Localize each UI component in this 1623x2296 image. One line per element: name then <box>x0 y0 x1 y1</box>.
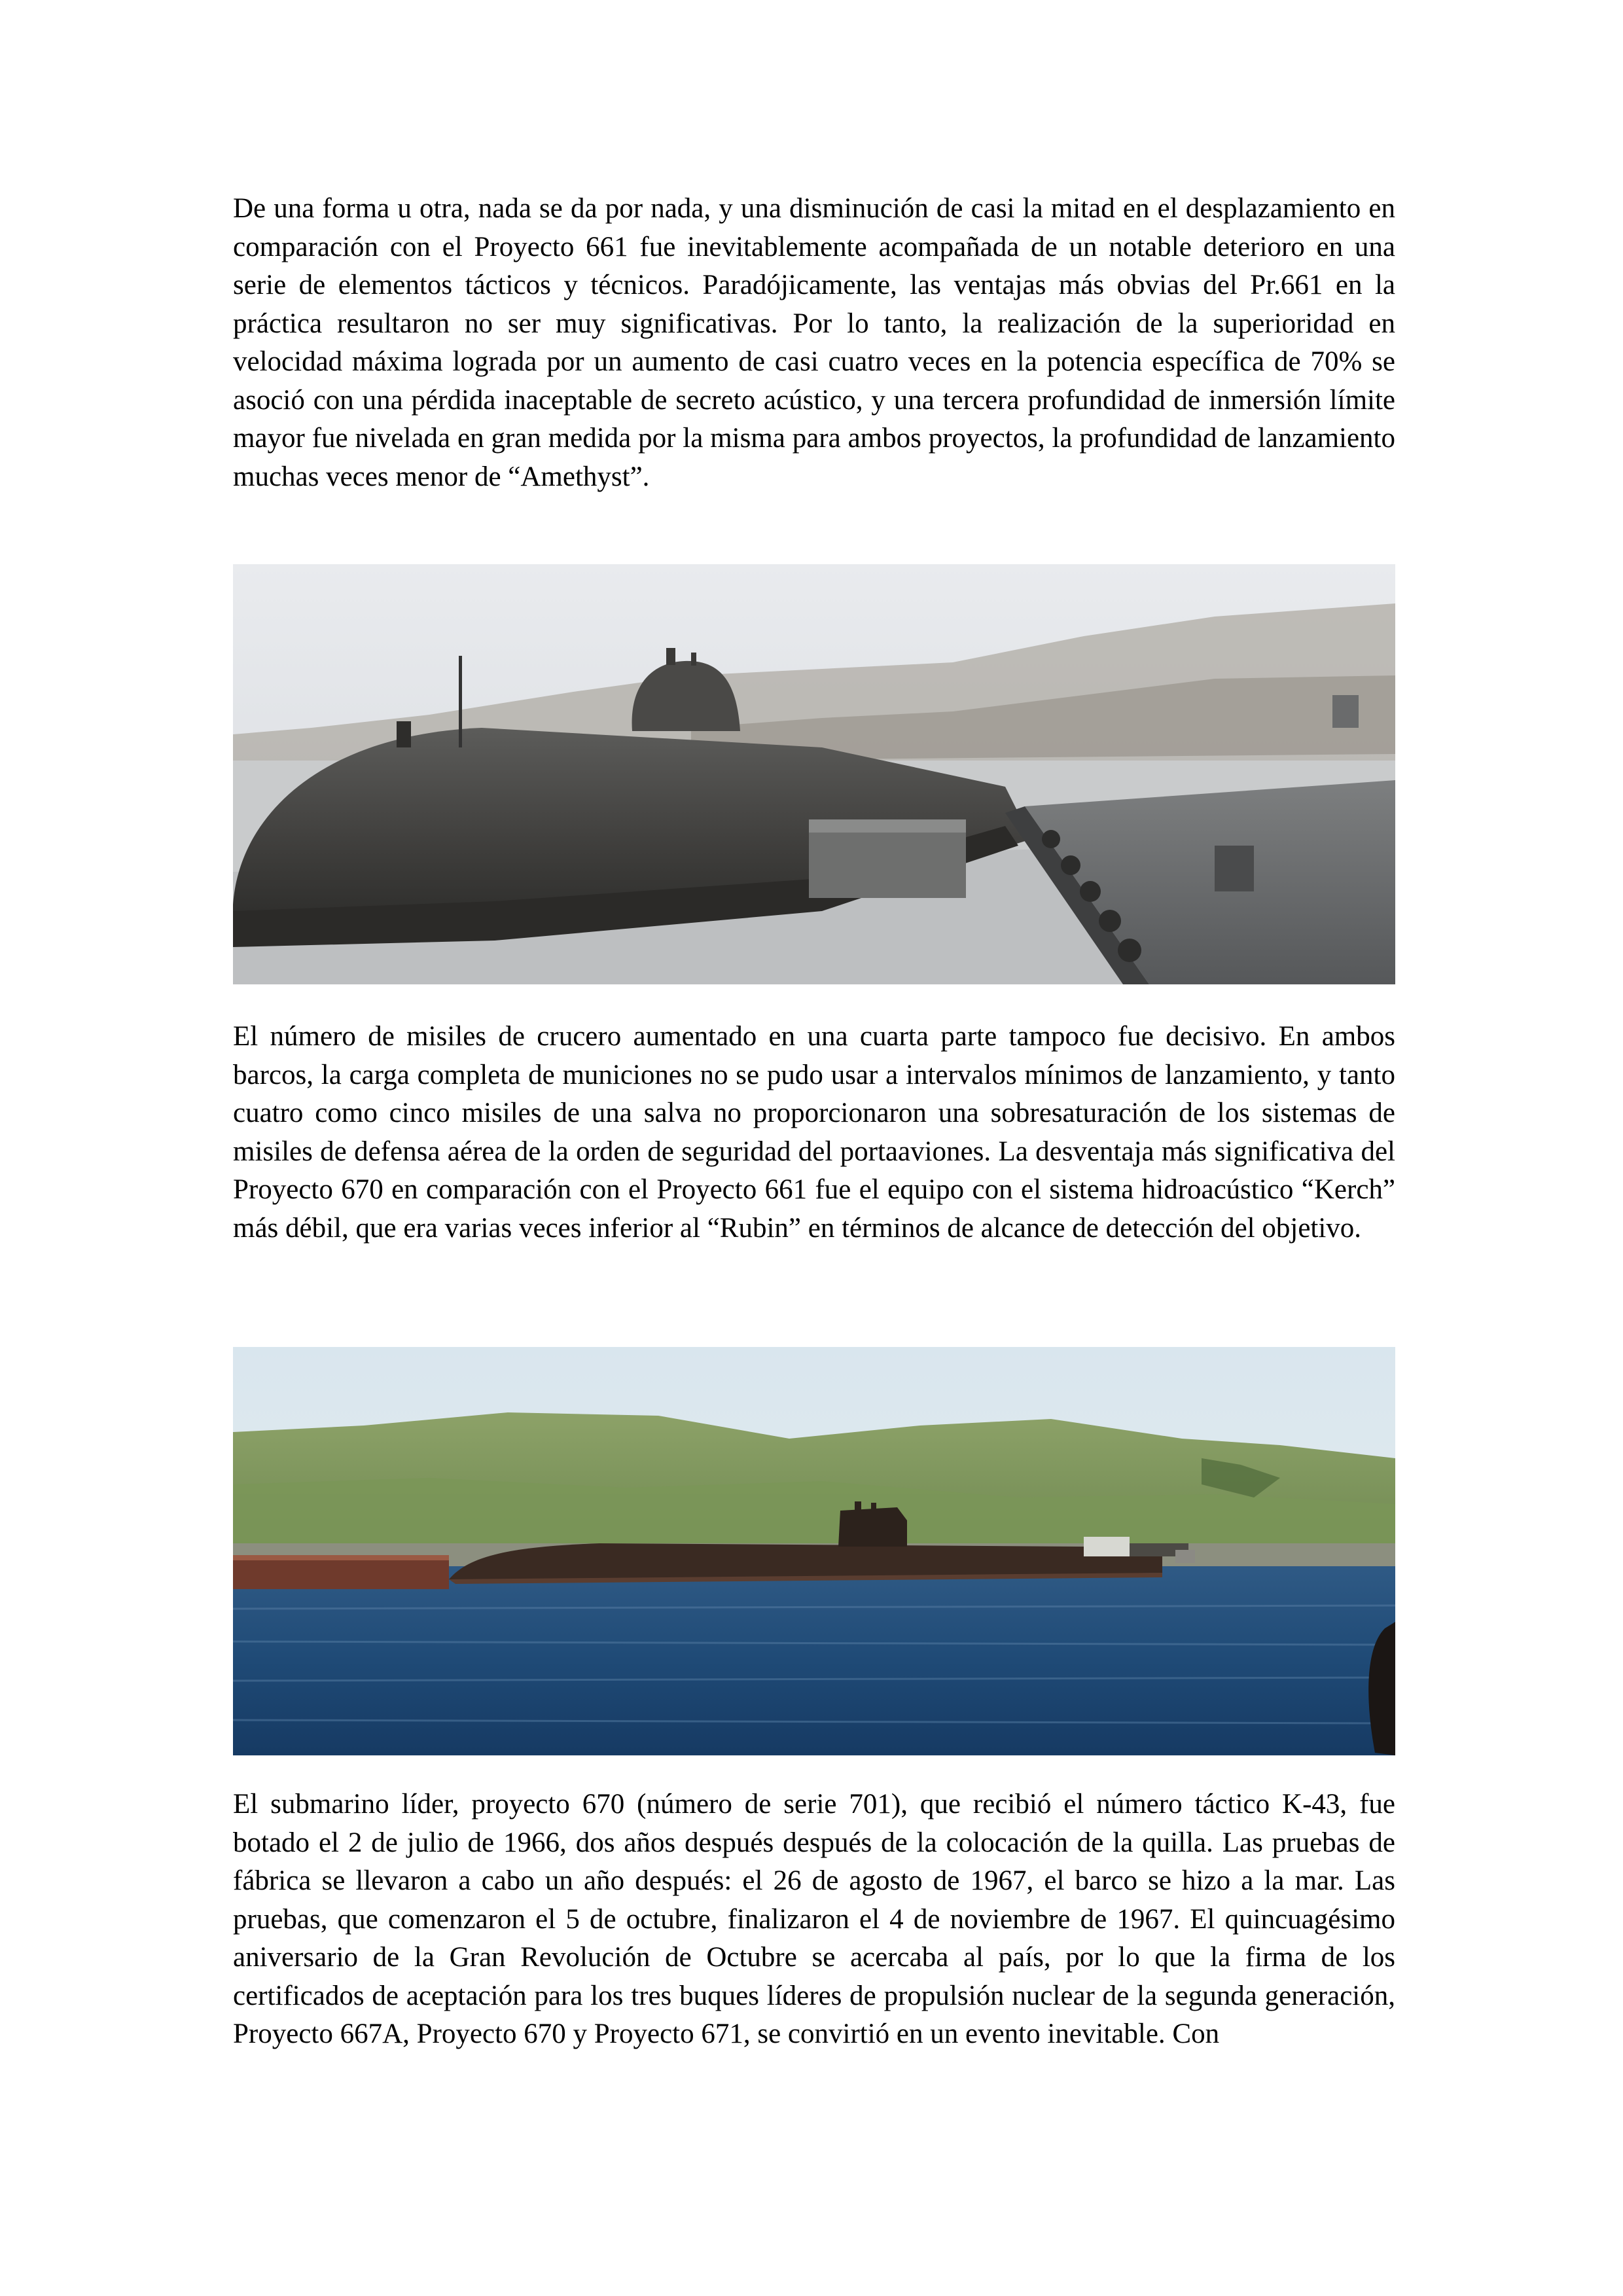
paragraph-1: De una forma u otra, nada se da por nada, y una disminución de casi la mitad en el desplazamiento en comparación con el Proyecto 661 fue inevitablemente acompañada de un notable deterioro en una serie de elementos tácticos y técnicos. Paradójicamente, las ventajas más obvias del Pr.661 en la práctica resultaron no ser muy significativas. Por lo tanto, la realización de la superioridad en velocidad máxima lograda por un aumento de casi cuatro veces en la potencia específica de 70% se asoció con una pérdida inaceptable de secreto acústico, y una tercera profundidad de inmersión límite mayor fue nivelada en gran medida por la misma para ambos proyectos, la profundidad de lanzamiento muchas veces menor de “Amethyst”. <box>233 193 1395 492</box>
submarine-at-pier-photo <box>233 564 1395 984</box>
paragraph-2: El número de misiles de crucero aumentado en una cuarta parte tampoco fue decisivo. En ambos barcos, la carga completa de municiones no se pudo usar a intervalos mínimos de lanzamiento, y tanto cuatro como cinco misiles de una salva no proporcionaron una sobresaturación de los sistemas de misiles de defensa aérea de la orden de seguridad del portaaviones. La desventaja más significativa del Proyecto 670 en comparación con el Proyecto 661 fue el equipo con el sistema hidroacústico “Kerch” más débil, que era varias veces inferior al “Rubin” en términos de alcance de detección del objetivo. <box>233 1021 1395 1244</box>
submarine-in-harbor-photo <box>233 1347 1395 1755</box>
paragraph-3: El submarino líder, proyecto 670 (número de serie 701), que recibió el número táctico K-43, fue botado el 2 de julio de 1966, dos años después después de la colocación de la quilla. Las pruebas de fábrica se llevaron a cabo un año después: el 26 de agosto de 1967, el barco se hizo a la mar. Las pruebas, que comenzaron el 5 de octubre, finalizaron el 4 de noviembre de 1967. El quincuagésimo aniversario de la Gran Revolución de Octubre se acercaba al país, por lo que la firma de los certificados de aceptación para los tres buques líderes de propulsión nuclear de la segunda generación, Proyecto 667A, Proyecto 670 y Proyecto 671, se convirtió en un evento inevitable. Con <box>233 1789 1395 2049</box>
